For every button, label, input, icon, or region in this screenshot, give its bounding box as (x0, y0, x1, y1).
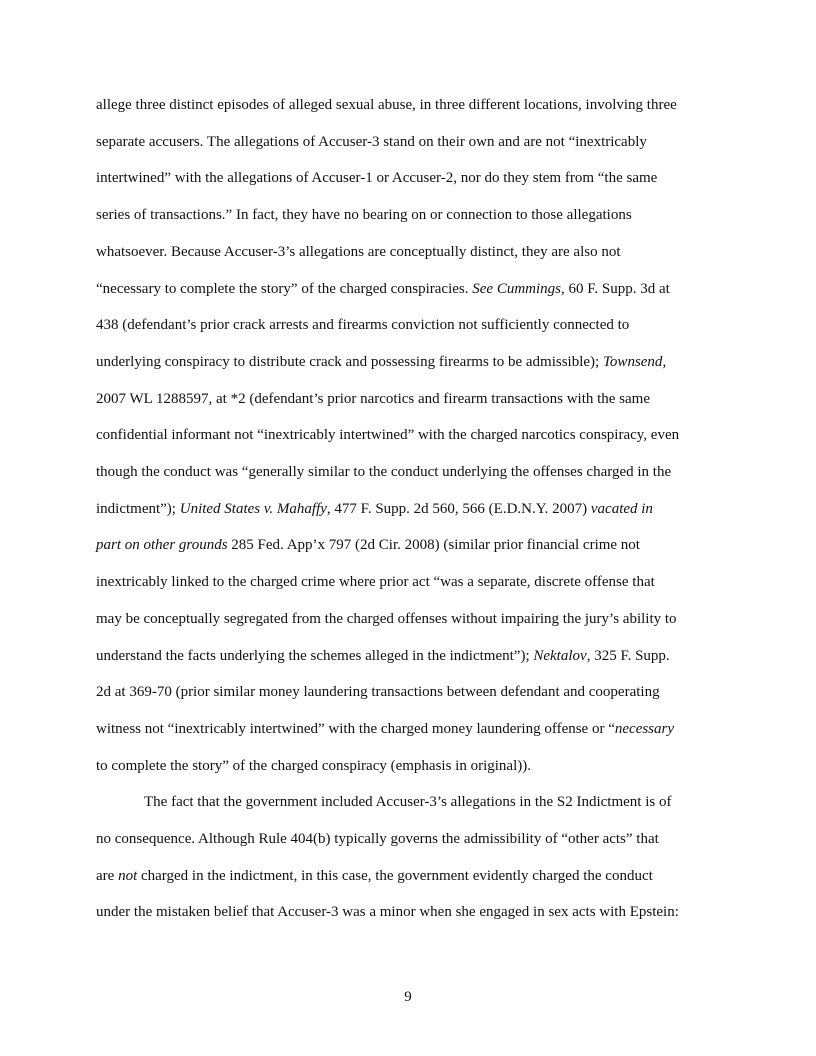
text-segment: may be conceptually segregated from the charged offenses without impairing the jury’s ability to (96, 611, 677, 627)
text-line (96, 96, 677, 114)
text-line (96, 610, 677, 628)
text-segment: separate accusers. The allegations of Accuser-3 stand on their own and are not “inextricably (96, 134, 647, 150)
text-segment: inextricably linked to the charged crime where prior act “was a separate, discrete offense that (96, 574, 655, 590)
text-line (96, 316, 629, 334)
text-line (96, 463, 671, 481)
text-line (96, 426, 679, 444)
text-line (96, 280, 670, 298)
text-segment: allege three distinct episodes of alleged sexual abuse, in three different locations, involving three (96, 97, 677, 113)
text-line (96, 647, 670, 665)
text-segment: charged in the indictment, in this case, the government evidently charged the conduct (137, 868, 653, 884)
text-line (96, 903, 679, 921)
text-line (96, 169, 657, 187)
text-line (96, 536, 640, 554)
text-segment: confidential informant not “inextricably intertwined” with the charged narcotics conspiracy, even (96, 427, 680, 443)
text-segment: 2007 WL 1288597, at *2 (defendant’s prior narcotics and firearm transactions with the same (96, 391, 651, 407)
text-line (96, 757, 531, 775)
text-segment: underlying conspiracy to distribute crack and possessing firearms to be admissible); (96, 354, 603, 370)
text-line (96, 500, 653, 518)
text-line (96, 867, 653, 885)
text-line (96, 243, 621, 261)
page-number: 9 (404, 989, 412, 1005)
text-segment: 285 Fed. App’x 797 (2d Cir. 2008) (similar prior financial crime not (227, 537, 640, 553)
text-segment: are (96, 868, 119, 884)
text-segment: 2d at 369-70 (prior similar money laundering transactions between defendant and cooperating (96, 684, 660, 700)
text-line (96, 573, 655, 591)
text-segment: , 60 F. Supp. 3d at (561, 281, 670, 297)
italic-citation: not (118, 868, 138, 884)
text-segment: under the mistaken belief that Accuser-3 was a minor when she engaged in sex acts with Epstein: (96, 904, 679, 920)
italic-citation: United States v. Mahaffy (179, 501, 327, 517)
italic-citation: necessary (614, 721, 675, 737)
text-segment: indictment”); (96, 501, 180, 517)
text-line (144, 793, 671, 811)
italic-citation: Nektalov (533, 648, 587, 664)
text-segment: witness not “inextricably intertwined” with the charged money laundering offense or “ (96, 721, 615, 737)
text-segment: , 477 F. Supp. 2d 560, 566 (E.D.N.Y. 2007) (326, 501, 591, 517)
text-segment: to complete the story” of the charged conspiracy (emphasis in original)). (96, 758, 531, 774)
text-segment: series of transactions.” In fact, they have no bearing on or connection to those allegations (96, 207, 632, 223)
text-segment: “necessary to complete the story” of the charged conspiracies. (96, 281, 473, 297)
text-line (96, 206, 632, 224)
text-segment: intertwined” with the allegations of Accuser-1 or Accuser-2, nor do they stem from “the same (96, 170, 658, 186)
text-line (96, 353, 666, 371)
italic-citation: vacated in (590, 501, 653, 517)
text-segment: , (662, 354, 667, 370)
text-segment: , 325 F. Supp. (586, 648, 670, 664)
text-segment: no consequence. Although Rule 404(b) typically governs the admissibility of “other acts” that (96, 831, 659, 847)
text-line (96, 830, 659, 848)
text-segment: whatsoever. Because Accuser-3’s allegations are conceptually distinct, they are also not (96, 244, 621, 260)
text-line (96, 683, 660, 701)
text-segment: though the conduct was “generally similar to the conduct underlying the offenses charged in the (96, 464, 672, 480)
italic-citation: part on other grounds (96, 537, 228, 553)
text-line (96, 133, 647, 151)
italic-citation: Townsend (602, 354, 663, 370)
text-segment: understand the facts underlying the schemes alleged in the indictment”); (96, 648, 534, 664)
italic-citation: See Cummings (472, 281, 561, 297)
text-line (96, 390, 650, 408)
text-line (96, 720, 674, 738)
text-segment: 438 (defendant’s prior crack arrests and firearms conviction not sufficiently connected to (96, 317, 630, 333)
text-segment: The fact that the government included Accuser-3’s allegations in the S2 Indictment is of (144, 794, 672, 810)
